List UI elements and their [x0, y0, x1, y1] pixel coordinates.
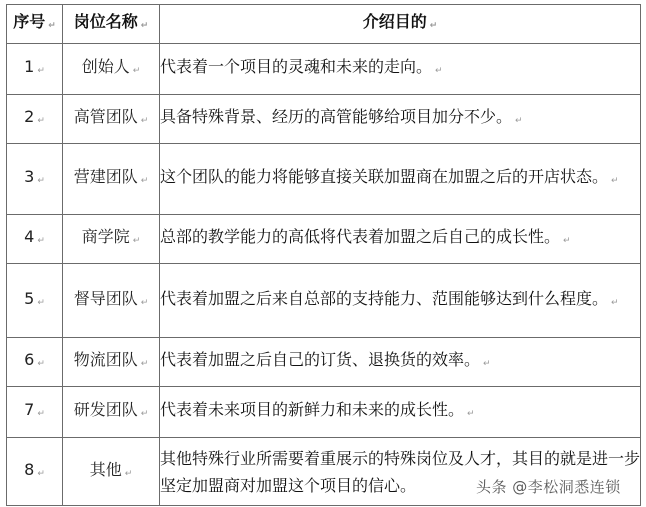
- table-header-row: [7, 5, 641, 44]
- row-role: 督导团队 ↵: [63, 264, 160, 338]
- table-row: [7, 95, 641, 144]
- table-row: [7, 264, 641, 338]
- row-purpose: 具备特殊背景、经历的高管能够给项目加分不少。 ↵: [160, 95, 641, 144]
- row-index: 8 ↵: [7, 438, 63, 506]
- table-row: [7, 338, 641, 387]
- row-role: 其他 ↵: [63, 438, 160, 506]
- row-role: 营建团队 ↵: [63, 144, 160, 215]
- row-index: 1 ↵: [7, 44, 63, 95]
- table-row: [7, 44, 641, 95]
- row-role: 研发团队 ↵: [63, 387, 160, 438]
- row-role: 高管团队 ↵: [63, 95, 160, 144]
- row-index: 6 ↵: [7, 338, 63, 387]
- row-purpose: 其他特殊行业所需要着重展示的特殊岗位及人才，其目的就是进一步坚定加盟商对加盟这个项目的信心。: [160, 438, 641, 506]
- row-role: 商学院 ↵: [63, 215, 160, 264]
- row-purpose: 代表着未来项目的新鲜力和未来的成长性。 ↵: [160, 387, 641, 438]
- table-row: [7, 215, 641, 264]
- row-purpose: 代表着加盟之后来自总部的支持能力、范围能够达到什么程度。 ↵: [160, 264, 641, 338]
- table-row: [7, 144, 641, 215]
- row-purpose: 总部的教学能力的高低将代表着加盟之后自己的成长性。 ↵: [160, 215, 641, 264]
- row-index: 2 ↵: [7, 95, 63, 144]
- header-role: 岗位名称 ↵: [63, 5, 160, 44]
- table-row: [7, 387, 641, 438]
- row-purpose: 这个团队的能力将能够直接关联加盟商在加盟之后的开店状态。 ↵: [160, 144, 641, 215]
- row-role: 物流团队 ↵: [63, 338, 160, 387]
- job-roles-table: [6, 4, 641, 506]
- header-purpose: 介绍目的 ↵: [160, 5, 641, 44]
- row-index: 4 ↵: [7, 215, 63, 264]
- row-index: 7 ↵: [7, 387, 63, 438]
- row-purpose: 代表着一个项目的灵魂和未来的走向。 ↵: [160, 44, 641, 95]
- row-role: 创始人 ↵: [63, 44, 160, 95]
- row-index: 3 ↵: [7, 144, 63, 215]
- row-purpose: 代表着加盟之后自己的订货、退换货的效率。 ↵: [160, 338, 641, 387]
- watermark: 头条 @李松洞悉连锁: [476, 478, 621, 496]
- row-index: 5 ↵: [7, 264, 63, 338]
- header-index: 序号 ↵: [7, 5, 63, 44]
